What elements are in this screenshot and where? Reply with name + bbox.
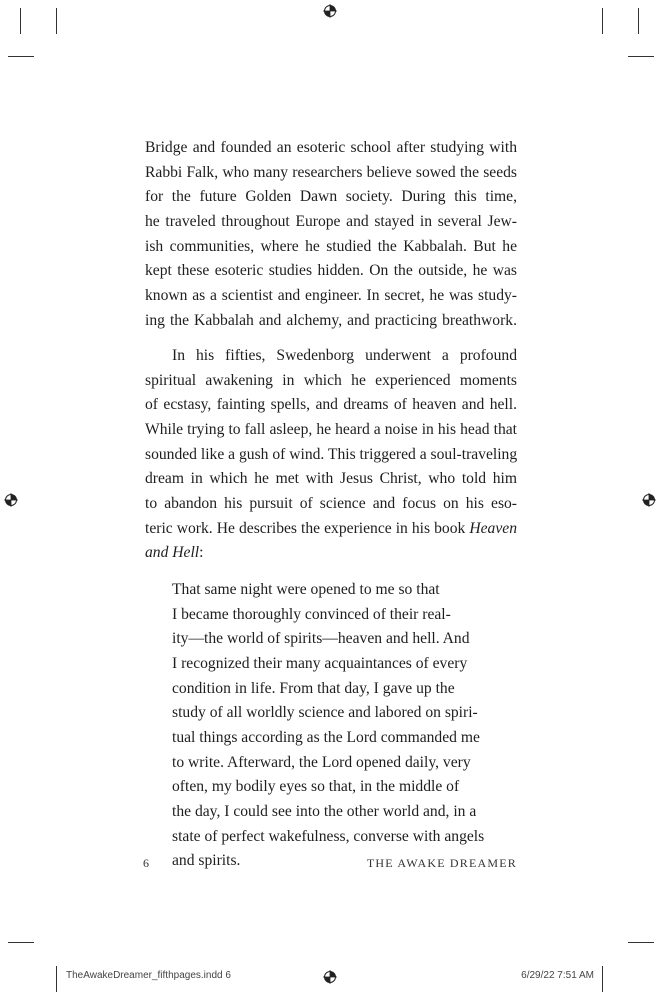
crop-mark [638, 8, 639, 34]
text-span: teric work. He describes the experience in his book [145, 520, 470, 537]
quote-line: condition in life. From that day, I gave up the [172, 680, 455, 697]
registration-mark-icon [323, 970, 337, 984]
text-line: known as a scientist and engineer. In secret, he was study- [145, 287, 517, 304]
quote-line: ity—the world of spirits—heaven and hell. And [172, 630, 470, 647]
text-line: spiritual awakening in which he experienced moments [145, 372, 517, 389]
running-head: THE AWAKE DREAMER [366, 856, 517, 870]
text-line: sounded like a gush of wind. This triggered a soul-traveling [145, 446, 518, 463]
quote-line: and spirits. [172, 852, 241, 869]
text-line: Bridge and founded an esoteric school after studying with [145, 139, 517, 156]
crop-mark [602, 966, 603, 992]
crop-mark [628, 942, 654, 943]
text-line: for the future Golden Dawn society. During this time, [145, 188, 517, 205]
quote-line: I became thoroughly convinced of their real- [172, 606, 451, 623]
crop-mark [8, 942, 34, 943]
crop-mark [8, 56, 34, 57]
crop-mark [628, 56, 654, 57]
text-line: to abandon his pursuit of science and focus on his eso- [145, 495, 517, 512]
text-line: ish communities, where he studied the Kabbalah. But he [145, 238, 517, 255]
text-line: ing the Kabbalah and alchemy, and practicing breathwork. [145, 312, 517, 329]
text-line: of ecstasy, fainting spells, and dreams of heaven and hell. [145, 396, 517, 413]
text-line [145, 517, 517, 541]
text-line: While trying to fall asleep, he heard a noise in his head that [145, 421, 517, 438]
crop-mark [20, 8, 21, 34]
page-number: 6 [143, 856, 149, 870]
text-line: he traveled throughout Europe and stayed in several Jew- [145, 213, 517, 230]
quote-line: study of all worldly science and labored on spiri- [172, 704, 478, 721]
registration-mark-icon [642, 493, 656, 507]
book-title-italic: and Hell [145, 544, 200, 561]
registration-mark-icon [4, 493, 18, 507]
slug-timestamp: 6/29/22 7:51 AM [521, 970, 594, 981]
text-span: : [199, 544, 204, 561]
quote-line: to write. Afterward, the Lord opened daily, very [172, 754, 471, 771]
quote-line: the day, I could see into the other world and, in a [172, 803, 477, 820]
text-line: kept these esoteric studies hidden. On the outside, he was [145, 262, 517, 279]
quote-line: state of perfect wakefulness, converse with angels [172, 828, 485, 845]
quote-line: That same night were opened to me so that [172, 581, 440, 598]
slug-filename: TheAwakeDreamer_fifthpages.indd 6 [66, 970, 231, 981]
text-line: Rabbi Falk, who many researchers believe sowed the seeds [145, 164, 517, 181]
crop-mark [56, 966, 57, 992]
quote-line: tual things according as the Lord commanded me [172, 729, 480, 746]
book-title-italic: Heaven [469, 520, 517, 537]
text-line: In his fifties, Swedenborg underwent a profound [172, 347, 517, 364]
quote-line: I recognized their many acquaintances of every [172, 655, 468, 672]
registration-mark-icon [323, 4, 337, 18]
text-line: dream in which he met with Jesus Christ, who told him [145, 470, 517, 487]
text-line [145, 541, 203, 565]
quote-line: often, my bodily eyes so that, in the middle of [172, 778, 460, 795]
crop-mark [56, 8, 57, 34]
crop-mark [602, 8, 603, 34]
